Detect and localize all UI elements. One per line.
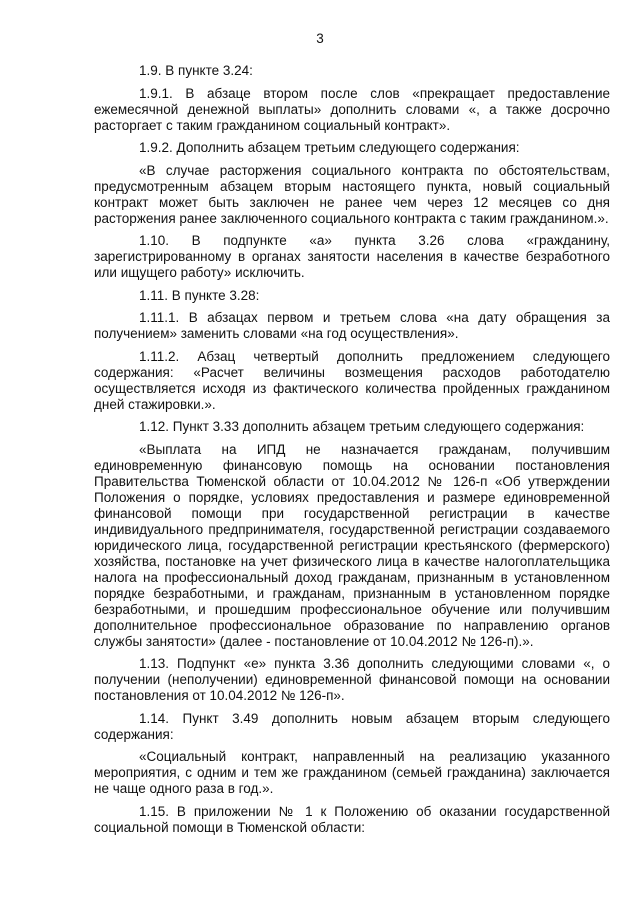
- paragraph-1-9: 1.9. В пункте 3.24:: [139, 63, 253, 78]
- paragraph-1-12: 1.12. Пункт 3.33 дополнить абзацем третьим следующего содержания:: [139, 419, 585, 434]
- paragraph-1-11: 1.11. В пункте 3.28:: [139, 287, 260, 303]
- paragraph-1-9-2: 1.9.2. Дополнить абзацем третьим следующего содержания:: [139, 140, 520, 155]
- paragraph-1-11-2: 1.11.2. Абзац четвертый дополнить предложением следующего содержания: «Расчет величины возмещения расходов работодателю осуществляется исходя из фактического количества пройденных гражданином дней стажировки.».: [94, 348, 610, 412]
- paragraph-1-10: 1.10. В подпункте «а» пункта 3.26 слова «гражданину, зарегистрированному в органах занятости населения в качестве безработного или ищущего работу» исключить.: [94, 233, 610, 280]
- paragraph-1-9-1: 1.9.1. В абзаце втором после слов «прекращает предоставление ежемесячной денежной выплаты» дополнить словами «, а также досрочно расторгает с таким гражданином социальный контракт».: [94, 85, 610, 133]
- paragraph-1-11-1: 1.11.1. В абзацах первом и третьем слова «на дату обращения за получением» заменить словами «на год осуществления».: [94, 310, 610, 341]
- paragraph-quote-1-14: «Социальный контракт, направленный на реализацию указанного мероприятия, с одним и тем же гражданином (семьей гражданина) заключается не чаще одного раза в год.».: [94, 749, 610, 796]
- page-number: 3: [316, 31, 324, 46]
- paragraph-quote-1-12: «Выплата на ИПД не назначается гражданам, получившим единовременную финансовую помощь на основании постановления Правительства Тюменской области от 10.04.2012 № 126-п «Об утверждении Положения о порядке, условиях предоставления и размере единовременной финансовой помощи при государственной регистрации в качестве индивидуального предпринимателя, государственной регистрации создаваемого юридического лица, государственной регистрации крестьянского (фермерского) хозяйства, постановке на учет физического лица в качестве налогоплательщика налога на профессиональный доход гражданам, признанным в установленном порядке безработными, и гражданам, признанным в установленном порядке безработными, и прошедшим профессиональное обучение или получившим дополнительное профессиональное образование по направлению органов службы занятости» (далее - постановление от 10.04.2012 № 126-п).».: [94, 441, 610, 649]
- paragraph-1-15: 1.15. В приложении № 1 к Положению об оказании государственной социальной помощи в Тюменской области:: [94, 803, 610, 835]
- paragraph-quote-1-9-2: «В случае расторжения социального контракта по обстоятельствам, предусмотренным абзацем вторым настоящего пункта, новый социальный контракт может быть заключен не ранее чем через 12 месяцев со дня расторжения ранее заключенного социального контракта с таким гражданином.».: [94, 162, 610, 226]
- paragraph-1-13: 1.13. Подпункт «е» пункта 3.36 дополнить следующими словами «, о получении (неполучении) единовременной финансовой помощи на основании постановления от 10.04.2012 № 126-п».: [94, 656, 610, 703]
- document-body: [94, 63, 610, 842]
- paragraph-1-14: 1.14. Пункт 3.49 дополнить новым абзацем вторым следующего содержания:: [94, 710, 610, 742]
